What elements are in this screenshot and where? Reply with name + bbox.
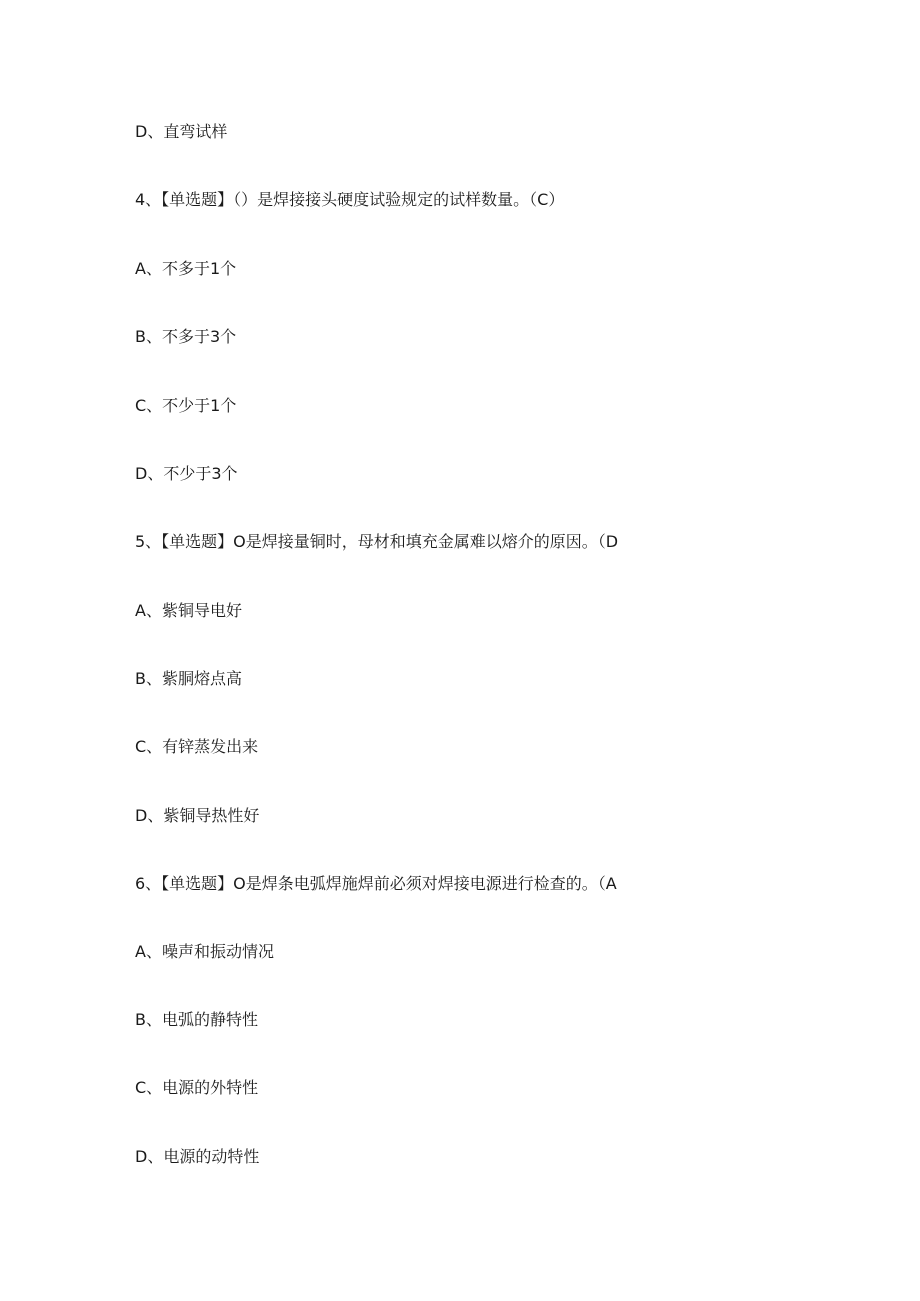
option-d-q5: D、紫铜导热性好 <box>135 806 260 825</box>
option-b-q5: B、紫胴熔点高 <box>135 669 242 688</box>
option-b-q4: B、不多于3个 <box>135 327 237 346</box>
option-d-q6: D、电源的动特性 <box>135 1147 260 1166</box>
question-5: 5、【单选题】O是焊接量铜时，母材和填充金属难以熔介的原因。（D <box>135 532 619 551</box>
option-d-q3: D、直弯试样 <box>135 122 228 141</box>
option-c-q6: C、电源的外特性 <box>135 1078 259 1097</box>
option-b-q6: B、电弧的静特性 <box>135 1010 258 1029</box>
question-6: 6、【单选题】O是焊条电弧焊施焊前必须对焊接电源进行检查的。（A <box>135 874 617 893</box>
option-a-q5: A、紫铜导电好 <box>135 601 242 620</box>
question-4: 4、【单选题】（）是焊接接头硬度试验规定的试样数量。（C） <box>135 190 565 209</box>
option-d-q4: D、不少于3个 <box>135 464 238 483</box>
option-a-q4: A、不多于1个 <box>135 259 237 278</box>
option-c-q4: C、不少于1个 <box>135 396 237 415</box>
option-c-q5: C、有锌蒸发出来 <box>135 737 259 756</box>
option-a-q6: A、噪声和振动情况 <box>135 942 274 961</box>
